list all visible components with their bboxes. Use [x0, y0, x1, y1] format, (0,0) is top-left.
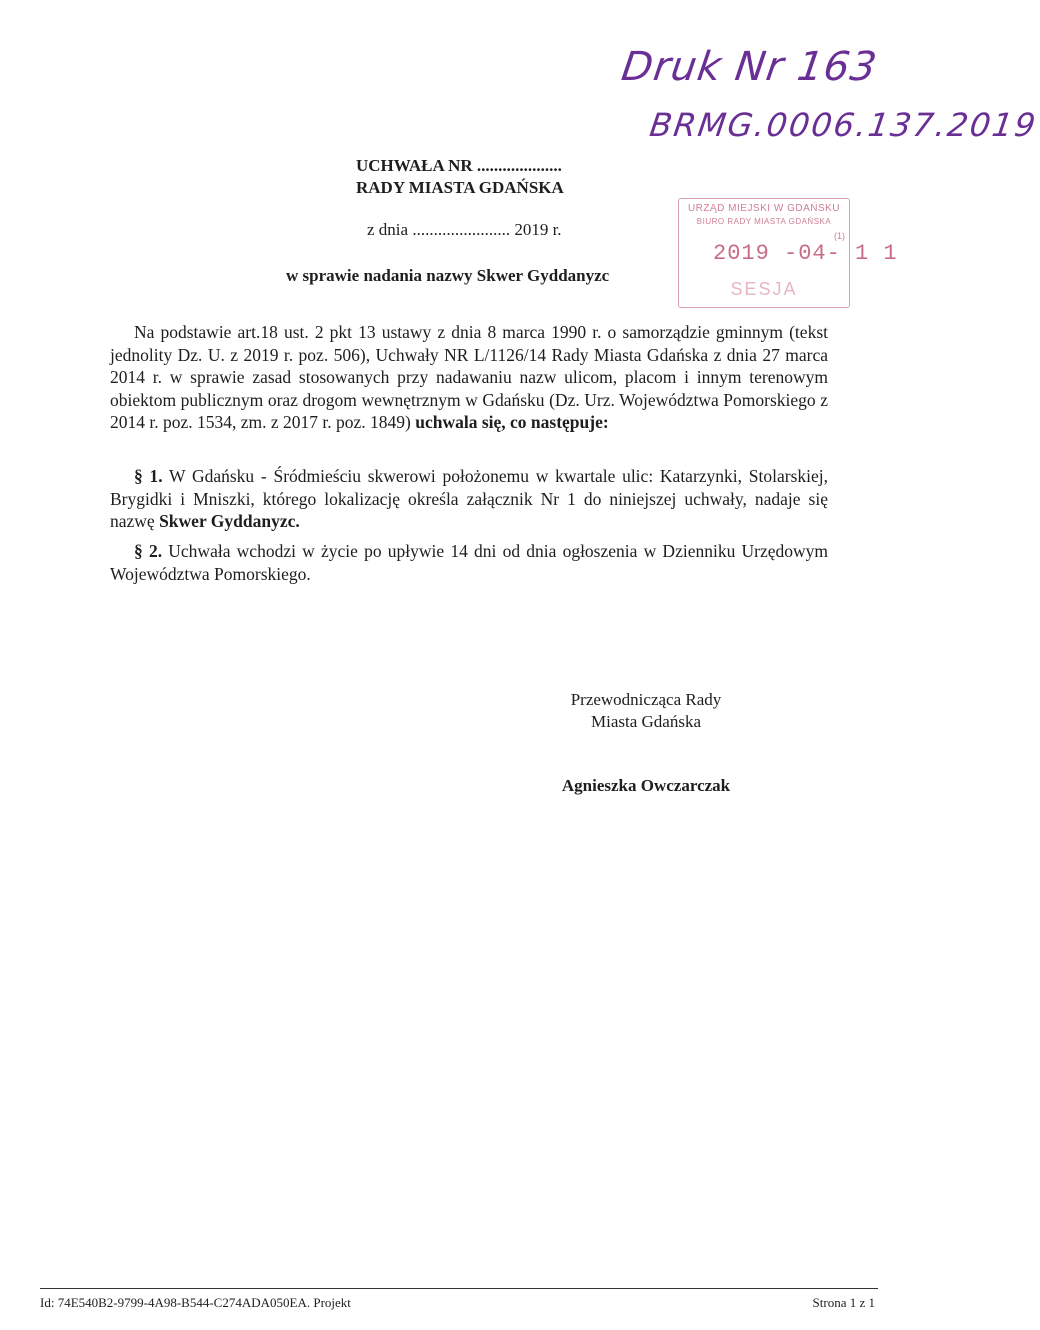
section-2-label: § 2.: [134, 541, 163, 561]
section-1-paragraph: [110, 465, 828, 533]
section-1-text: W Gdańsku - Śródmieściu skwerowi położonemu w kwartale ulic: Katarzynki, Stolarskiej, Brygidki i Mniszki, którego lokalizację określa załącznik Nr 1 do niniejszej uchwały, nadaje się nazwę: [110, 466, 828, 531]
stamp-date: 2019 -04- 1 1: [713, 241, 898, 266]
section-2-text: Uchwała wchodzi w życie po upływie 14 dni od dnia ogłoszenia w Dzienniku Urzędowym Województwa Pomorskiego.: [110, 541, 829, 584]
footer-divider: [40, 1288, 878, 1289]
stamp-number: (1): [834, 231, 845, 241]
resolution-subject: w sprawie nadania nazwy Skwer Gyddanyzc: [286, 266, 610, 285]
stamp-session-label: SESJA: [730, 279, 798, 299]
registry-stamp: [678, 198, 898, 308]
stamp-bureau-line: BIURO RADY MIASTA GDAŃSKA: [696, 217, 832, 226]
signatory-role-line-1: Przewodnicząca Rady: [570, 690, 722, 709]
page-number: Strona 1 z 1: [812, 1295, 875, 1310]
legal-basis-text: Na podstawie art.18 ust. 2 pkt 13 ustawy z dnia 8 marca 1990 r. o samorządzie gminnym (tekst jednolity Dz. U. z 2019 r. poz. 506), Uchwały NR L/1126/14 Rady Miasta Gdańska z dnia 27 marca 2014 r. w sprawie zasad stosowanych przy nadawaniu nazw ulicom, placom i innym terenowym obiektom publicznym oraz drogom wewnętrznym w Gdańsku (Dz. Urz. Województwa Pomorskiego z 2014 r. poz. 1534, zm. z 2017 r. poz. 1849): [110, 322, 828, 432]
enactment-clause: uchwala się, co następuje:: [415, 412, 609, 432]
section-1-label: § 1.: [134, 466, 163, 486]
handwritten-reference-number: BRMG.0006.137.2019: [647, 106, 1040, 144]
square-name: Skwer Gyddanyzc.: [159, 511, 300, 531]
resolution-title: UCHWAŁA NR ....................: [356, 156, 562, 175]
council-name: RADY MIASTA GDAŃSKA: [356, 178, 564, 197]
stamp-office-line: URZĄD MIEJSKI W GDAŃSKU: [687, 203, 841, 214]
signatory-name: Agnieszka Owczarczak: [561, 776, 731, 795]
handwritten-print-number: Druk Nr 163: [618, 44, 881, 90]
section-2-paragraph: [110, 540, 828, 585]
signatory-role-line-2: Miasta Gdańska: [590, 712, 701, 731]
resolution-date: z dnia ....................... 2019 r.: [367, 220, 562, 239]
document-id: Id: 74E540B2-9799-4A98-B544-C274ADA050EA. Projekt: [40, 1295, 351, 1310]
legal-basis-paragraph: [110, 321, 828, 434]
